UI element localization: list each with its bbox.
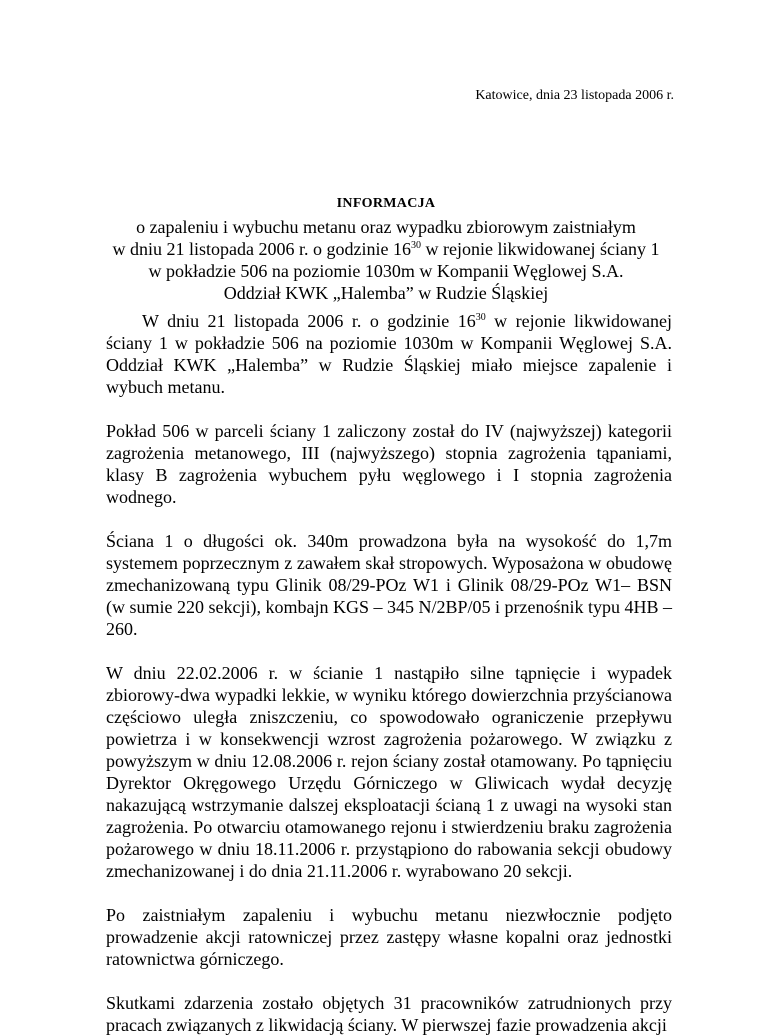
paragraph-5: Po zaistniałym zapaleniu i wybuchu metanu niezwłocznie podjęto prowadzenie akcji ratowniczej przez zastępy własne kopalni oraz jednostki ratownictwa górniczego.	[106, 905, 672, 969]
heading-line-3: w pokładzie 506 na poziomie 1030m w Kompanii Węglowej S.A.	[148, 261, 624, 281]
paragraph-1-time-superscript: 30	[475, 312, 486, 323]
heading-line-2-end: w rejonie likwidowanej ściany 1	[421, 239, 660, 259]
heading-title: INFORMACJA	[336, 196, 436, 211]
heading-line-2-start: w dniu 21 listopada 2006 r. o godzinie 16	[112, 239, 411, 259]
paragraph-1-start: W dniu 21 listopada 2006 r. o godzinie 16	[142, 311, 476, 331]
paragraph-4: W dniu 22.02.2006 r. w ścianie 1 nastąpiło silne tąpnięcie i wypadek zbiorowy-dwa wypadki lekkie, w wyniku którego dowierzchnia przyścianowa częściowo uległa zniszczeniu, co spowodowało ograniczenie przepływu powietrza i w konsekwencji wzrost zagrożenia pożarowego. W związku z powyższym w dniu 12.08.2006 r. rejon ściany został otamowany. Po tąpnięciu Dyrektor Okręgowego Urzędu Górniczego w Gliwicach wydał decyzję nakazującą wstrzymanie dalszej eksploatacji ścianą 1 z uwagi na wysoki stan zagrożenia. Po otwarciu otamowanego rejonu i stwierdzeniu braku zagrożenia pożarowego w dniu 18.11.2006 r. przystąpiono do rabowania sekcji obudowy zmechanizowanej i do dnia 21.11.2006 r. wyrabowano 20 sekcji.	[106, 663, 672, 881]
document-body	[106, 310, 672, 1036]
heading-line-4: Oddział KWK „Halemba” w Rudzie Śląskiej	[223, 283, 549, 303]
heading-time-superscript: 30	[411, 240, 421, 251]
document-heading	[106, 196, 666, 304]
paragraph-3: Ściana 1 o długości ok. 340m prowadzona była na wysokość do 1,7m systemem poprzecznym z zawałem skał stropowych. Wyposażona w obudowę zmechanizowaną typu Glinik 08/29-POz W1 i Glinik 08/29-POz W1– BSN (w sumie 220 sekcji), kombajn KGS – 345 N/2BP/05 i przenośnik typu 4HB – 260.	[106, 531, 672, 639]
heading-line-1: o zapaleniu i wybuchu metanu oraz wypadku zbiorowym zaistniałym	[136, 217, 636, 237]
paragraph-2: Pokład 506 w parceli ściany 1 zaliczony został do IV (najwyższej) kategorii zagrożenia metanowego, III (najwyższego) stopnia zagrożenia tąpaniami, klasy B zagrożenia wybuchem pyłu węglowego i I stopnia zagrożenia wodnego.	[106, 421, 672, 507]
paragraph-6: Skutkami zdarzenia zostało objętych 31 pracowników zatrudnionych przy pracach związanych z likwidacją ściany. W pierwszej fazie prowadzenia akcji	[106, 993, 672, 1035]
paragraph-1-end: w rejonie likwidowanej ściany 1 w pokładzie 506 na poziomie 1030m w Kompanii Węglowej S.A. Oddział KWK „Halemba” w Rudzie Śląskiej miało miejsce zapalenie i wybuch metanu.	[106, 311, 672, 397]
heading-line-2	[106, 238, 666, 260]
paragraph-1	[106, 310, 672, 398]
date-line: Katowice, dnia 23 listopada 2006 r.	[475, 88, 674, 103]
